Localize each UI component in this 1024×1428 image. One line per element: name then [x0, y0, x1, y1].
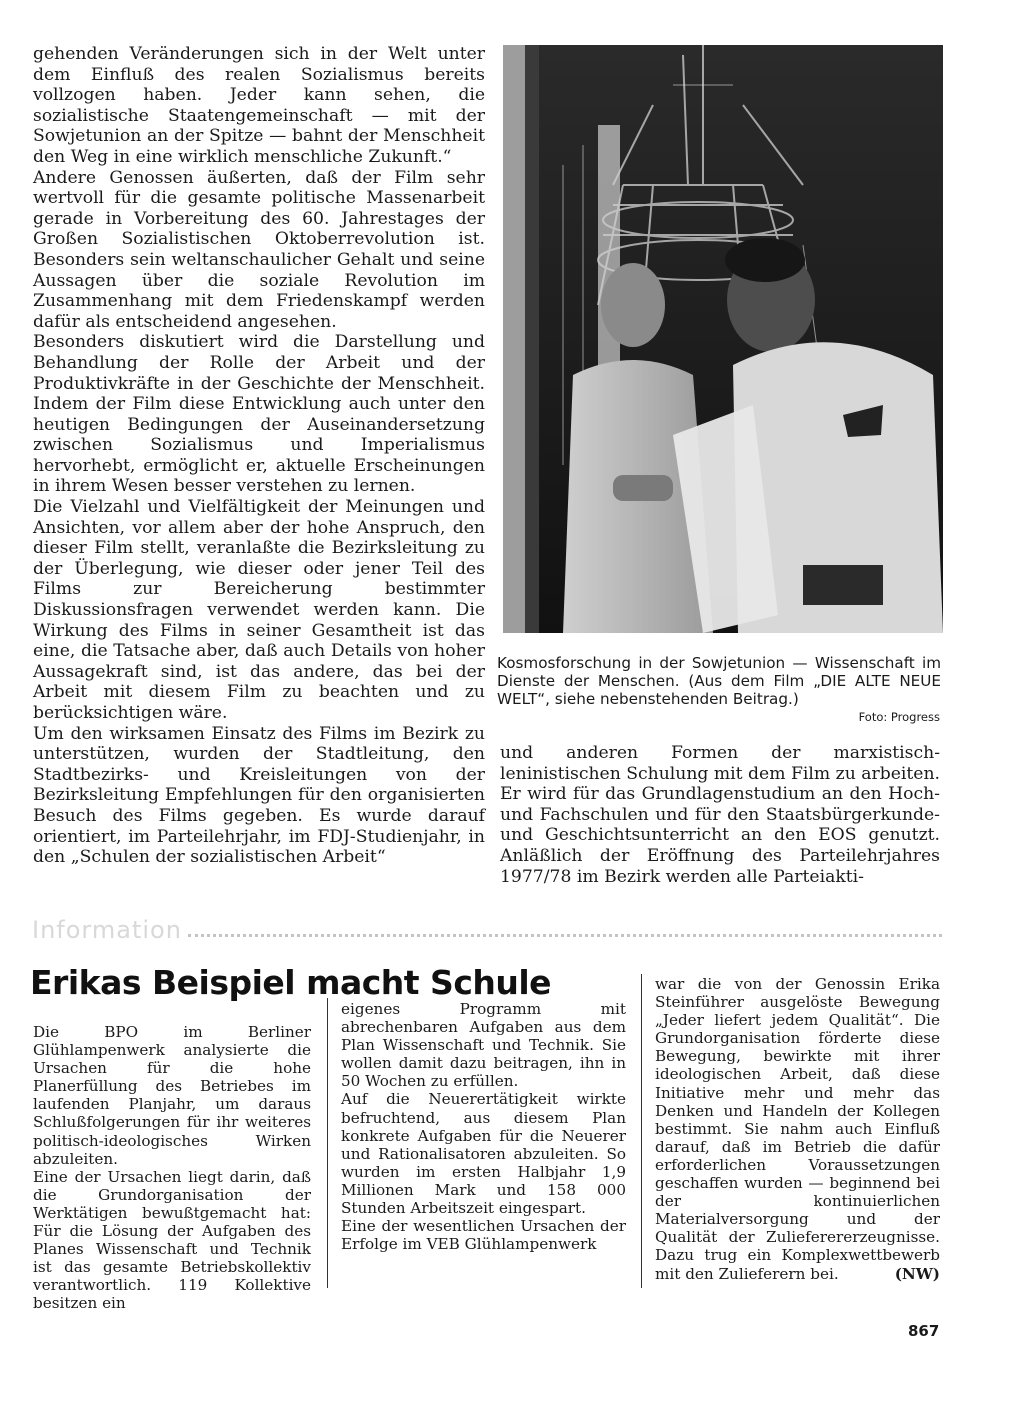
- column-rule: [327, 998, 328, 1288]
- paragraph: war die von der Genossin Erika Steinführer ausgelöste Bewegung „Jeder liefert jedem Qualität“. Die Grundorganisation förderte diese Bewegung, bewirkte mit ihrer ideologischen Arbeit, daß diese Initiative mehr und mehr das Denken und Handeln der Kollegen bestimmt. Sie nahm auch Einfluß darauf, daß im Betrieb die dafür erforderlichen Voraussetzungen geschaffen wurden — beginnend bei der kontinuierlichen Materialversorgung und der Qualität der Zulieferererzeugnisse. Dazu trug ein Komplexwettbewerb mit den Zulieferern bei.: [655, 975, 940, 1283]
- paragraph: Um den wirksamen Einsatz des Films im Bezirk zu unterstützen, wurden der Stadtleitung, den Stadtbezirks- und Kreisleitungen von der Bezirksleitung Empfehlungen für den organisierten Besuch des Films gegeben. Es wurde darauf orientiert, im Parteilehrjahr, im FDJ-Studienjahr, in den „Schulen der sozialistischen Arbeit“: [33, 723, 485, 868]
- photo-caption: Kosmosforschung in der Sowjetunion — Wissenschaft im Dienste der Menschen. (Aus dem Film „DIE ALTE NEUE WELT“, siehe nebenstehenden Beitrag.): [497, 654, 941, 708]
- column-rule: [641, 974, 642, 1288]
- paragraph: Die Vielzahl und Vielfältigkeit der Meinungen und Ansichten, vor allem aber der hohe Anspruch, den dieser Film stellt, veranlaßte die Bezirksleitung zu der Überlegung, wie dieser oder jener Teil des Films zur Bereicherung bestimmter Diskussionsfragen verwendet werden kann. Die Wirkung des Films in seiner Gesamtheit ist das eine, die Tatsache aber, daß auch Details von hoher Aussagekraft sind, ist das andere, das bei der Arbeit mit diesem Film zu beachten und zu berücksichtigen wäre.: [33, 497, 485, 723]
- article-headline: Erikas Beispiel macht Schule: [30, 963, 552, 1002]
- section-divider: [188, 934, 942, 937]
- paragraph: Die BPO im Berliner Glühlampenwerk analysierte die Ursachen für die hohe Planerfüllung des Betriebes im laufenden Planjahr, um daraus Schlußfolgerungen für ihr weiteres politisch-ideologisches Wirken abzuleiten.: [33, 1023, 311, 1168]
- page-number: 867: [908, 1322, 940, 1340]
- article-left-column: [33, 44, 485, 868]
- paragraph: Eine der wesentlichen Ursachen der Erfolge im VEB Glühlampenwerk: [341, 1217, 626, 1254]
- photo-credit: Foto: Progress: [858, 710, 940, 724]
- info-column-1: [33, 1023, 311, 1313]
- paragraph: Eine der Ursachen liegt darin, daß die Grundorganisation der Werktätigen bewußtgemacht hat: Für die Lösung der Aufgaben des Planes Wissenschaft und Technik ist das gesamte Betriebskollektiv verantwortlich. 119 Kollektive besitzen ein: [33, 1167, 311, 1313]
- paragraph: und anderen Formen der marxistisch-leninistischen Schulung mit dem Film zu arbeiten. Er wird für das Grundlagenstudium an den Hoch- und Fachschulen und für den Staatsbürgerkunde- und Geschichtsunterricht an den EOS genutzt. Anläßlich der Eröffnung des Parteilehrjahres 1977/78 im Bezirk werden alle Parteiakti-: [500, 743, 941, 887]
- paragraph: eigenes Programm mit abrechenbaren Aufgaben aus dem Plan Wissenschaft und Technik. Sie wollen damit dazu beitragen, ihn in 50 Wochen zu erfüllen.: [341, 1000, 626, 1091]
- paragraph: gehenden Veränderungen sich in der Welt unter dem Einfluß des realen Sozialismus bereits vollzogen haben. Jeder kann sehen, die sozialistische Staatengemeinschaft — mit der Sowjetunion an der Spitze — bahnt der Menschheit den Weg in eine wirklich menschliche Zukunft.“: [33, 44, 485, 167]
- article-right-column: [500, 743, 940, 887]
- photo-illustration: [503, 45, 943, 633]
- film-still-photo: [503, 45, 943, 633]
- info-column-3: [655, 975, 940, 1283]
- info-column-2: [341, 1000, 626, 1253]
- paragraph: Besonders diskutiert wird die Darstellung und Behandlung der Rolle der Arbeit und der Produktivkräfte in der Geschichte der Menschheit. Indem der Film diese Entwicklung auch unter den heutigen Bedingungen der Auseinandersetzung zwischen Sozialismus und Imperialismus hervorhebt, ermöglicht er, aktuelle Erscheinungen in ihrem Wesen besser verstehen zu lernen.: [33, 332, 485, 497]
- paragraph: Andere Genossen äußerten, daß der Film sehr wertvoll für die gesamte politische Massenarbeit gerade in Vorbereitung des 60. Jahrestages der Großen Sozialistischen Oktoberrevolution ist. Besonders sein weltanschaulicher Gehalt und seine Aussagen über die soziale Revolution im Zusammenhang mit dem Friedenskampf werden dafür als entscheidend angesehen.: [33, 167, 485, 332]
- section-label: Information: [32, 916, 182, 944]
- paragraph: Auf die Neuerertätigkeit wirkte befruchtend, aus diesem Plan konkrete Aufgaben für die Neuerer und Rationalisatoren abzuleiten. So wurden im ersten Halbjahr 1,9 Millionen Mark und 158 000 Stunden Arbeitszeit eingespart.: [341, 1090, 626, 1218]
- author-signature: (NW): [894, 1264, 940, 1283]
